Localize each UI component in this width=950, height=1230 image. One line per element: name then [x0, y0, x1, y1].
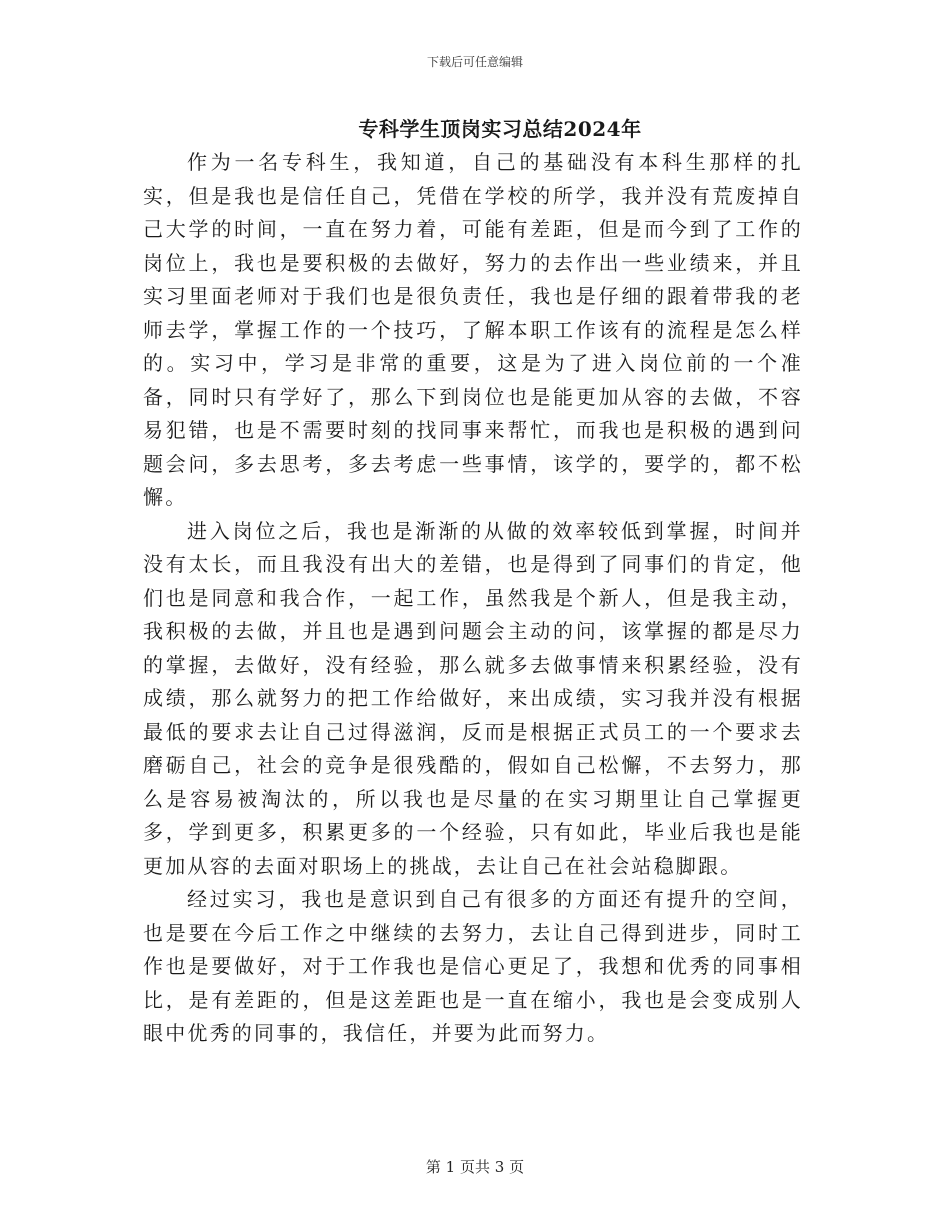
paragraph-1: 作为一名专科生，我知道，自己的基础没有本科生那样的扎实，但是我也是信任自己，凭借在学校的所学，我并没有荒废掉自己大学的时间，一直在努力着，可能有差距，但是而今到了工作的岗位上，我也是要积极的去做好，努力的去作出一些业绩来，并且实习里面老师对于我们也是很负责任，我也是仔细的跟着带我的老师去学，掌握工作的一个技巧，了解本职工作该有的流程是怎么样的。实习中，学习是非常的重要，这是为了进入岗位前的一个准备，同时只有学好了，那么下到岗位也是能更加从容的去做，不容易犯错，也是不需要时刻的找同事来帮忙，而我也是积极的遇到问题会问，多去思考，多去考虑一些事情，该学的，要学的，都不松懈。 — [143, 150, 803, 509]
page-number: 第 1 页共 3 页 — [425, 1158, 525, 1176]
header-note: 下载后可任意编辑 — [426, 55, 523, 69]
document-title: 专科学生顶岗实习总结2024年 — [358, 117, 642, 141]
document-body — [143, 146, 803, 1051]
paragraph-3: 经过实习，我也是意识到自己有很多的方面还有提升的空间，也是要在今后工作之中继续的去努力，去让自己得到进步，同时工作也是要做好，对于工作我也是信心更足了，我想和优秀的同事相比，是有差距的，但是这差距也是一直在缩小，我也是会变成别人眼中优秀的同事的，我信任，并要为此而努力。 — [143, 887, 803, 1045]
paragraph-2: 进入岗位之后，我也是渐渐的从做的效率较低到掌握，时间并没有太长，而且我没有出大的差错，也是得到了同事们的肯定，他们也是同意和我合作，一起工作，虽然我是个新人，但是我主动，我积极的去做，并且也是遇到问题会主动的问，该掌握的都是尽力的掌握，去做好，没有经验，那么就多去做事情来积累经验，没有成绩，那么就努力的把工作给做好，来出成绩，实习我并没有根据最低的要求去让自己过得滋润，反而是根据正式员工的一个要求去磨砺自己，社会的竞争是很残酷的，假如自己松懈，不去努力，那么是容易被淘汰的，所以我也是尽量的在实习期里让自己掌握更多，学到更多，积累更多的一个经验，只有如此，毕业后我也是能更加从容的去面对职场上的挑战，去让自己在社会站稳脚跟。 — [143, 518, 803, 878]
